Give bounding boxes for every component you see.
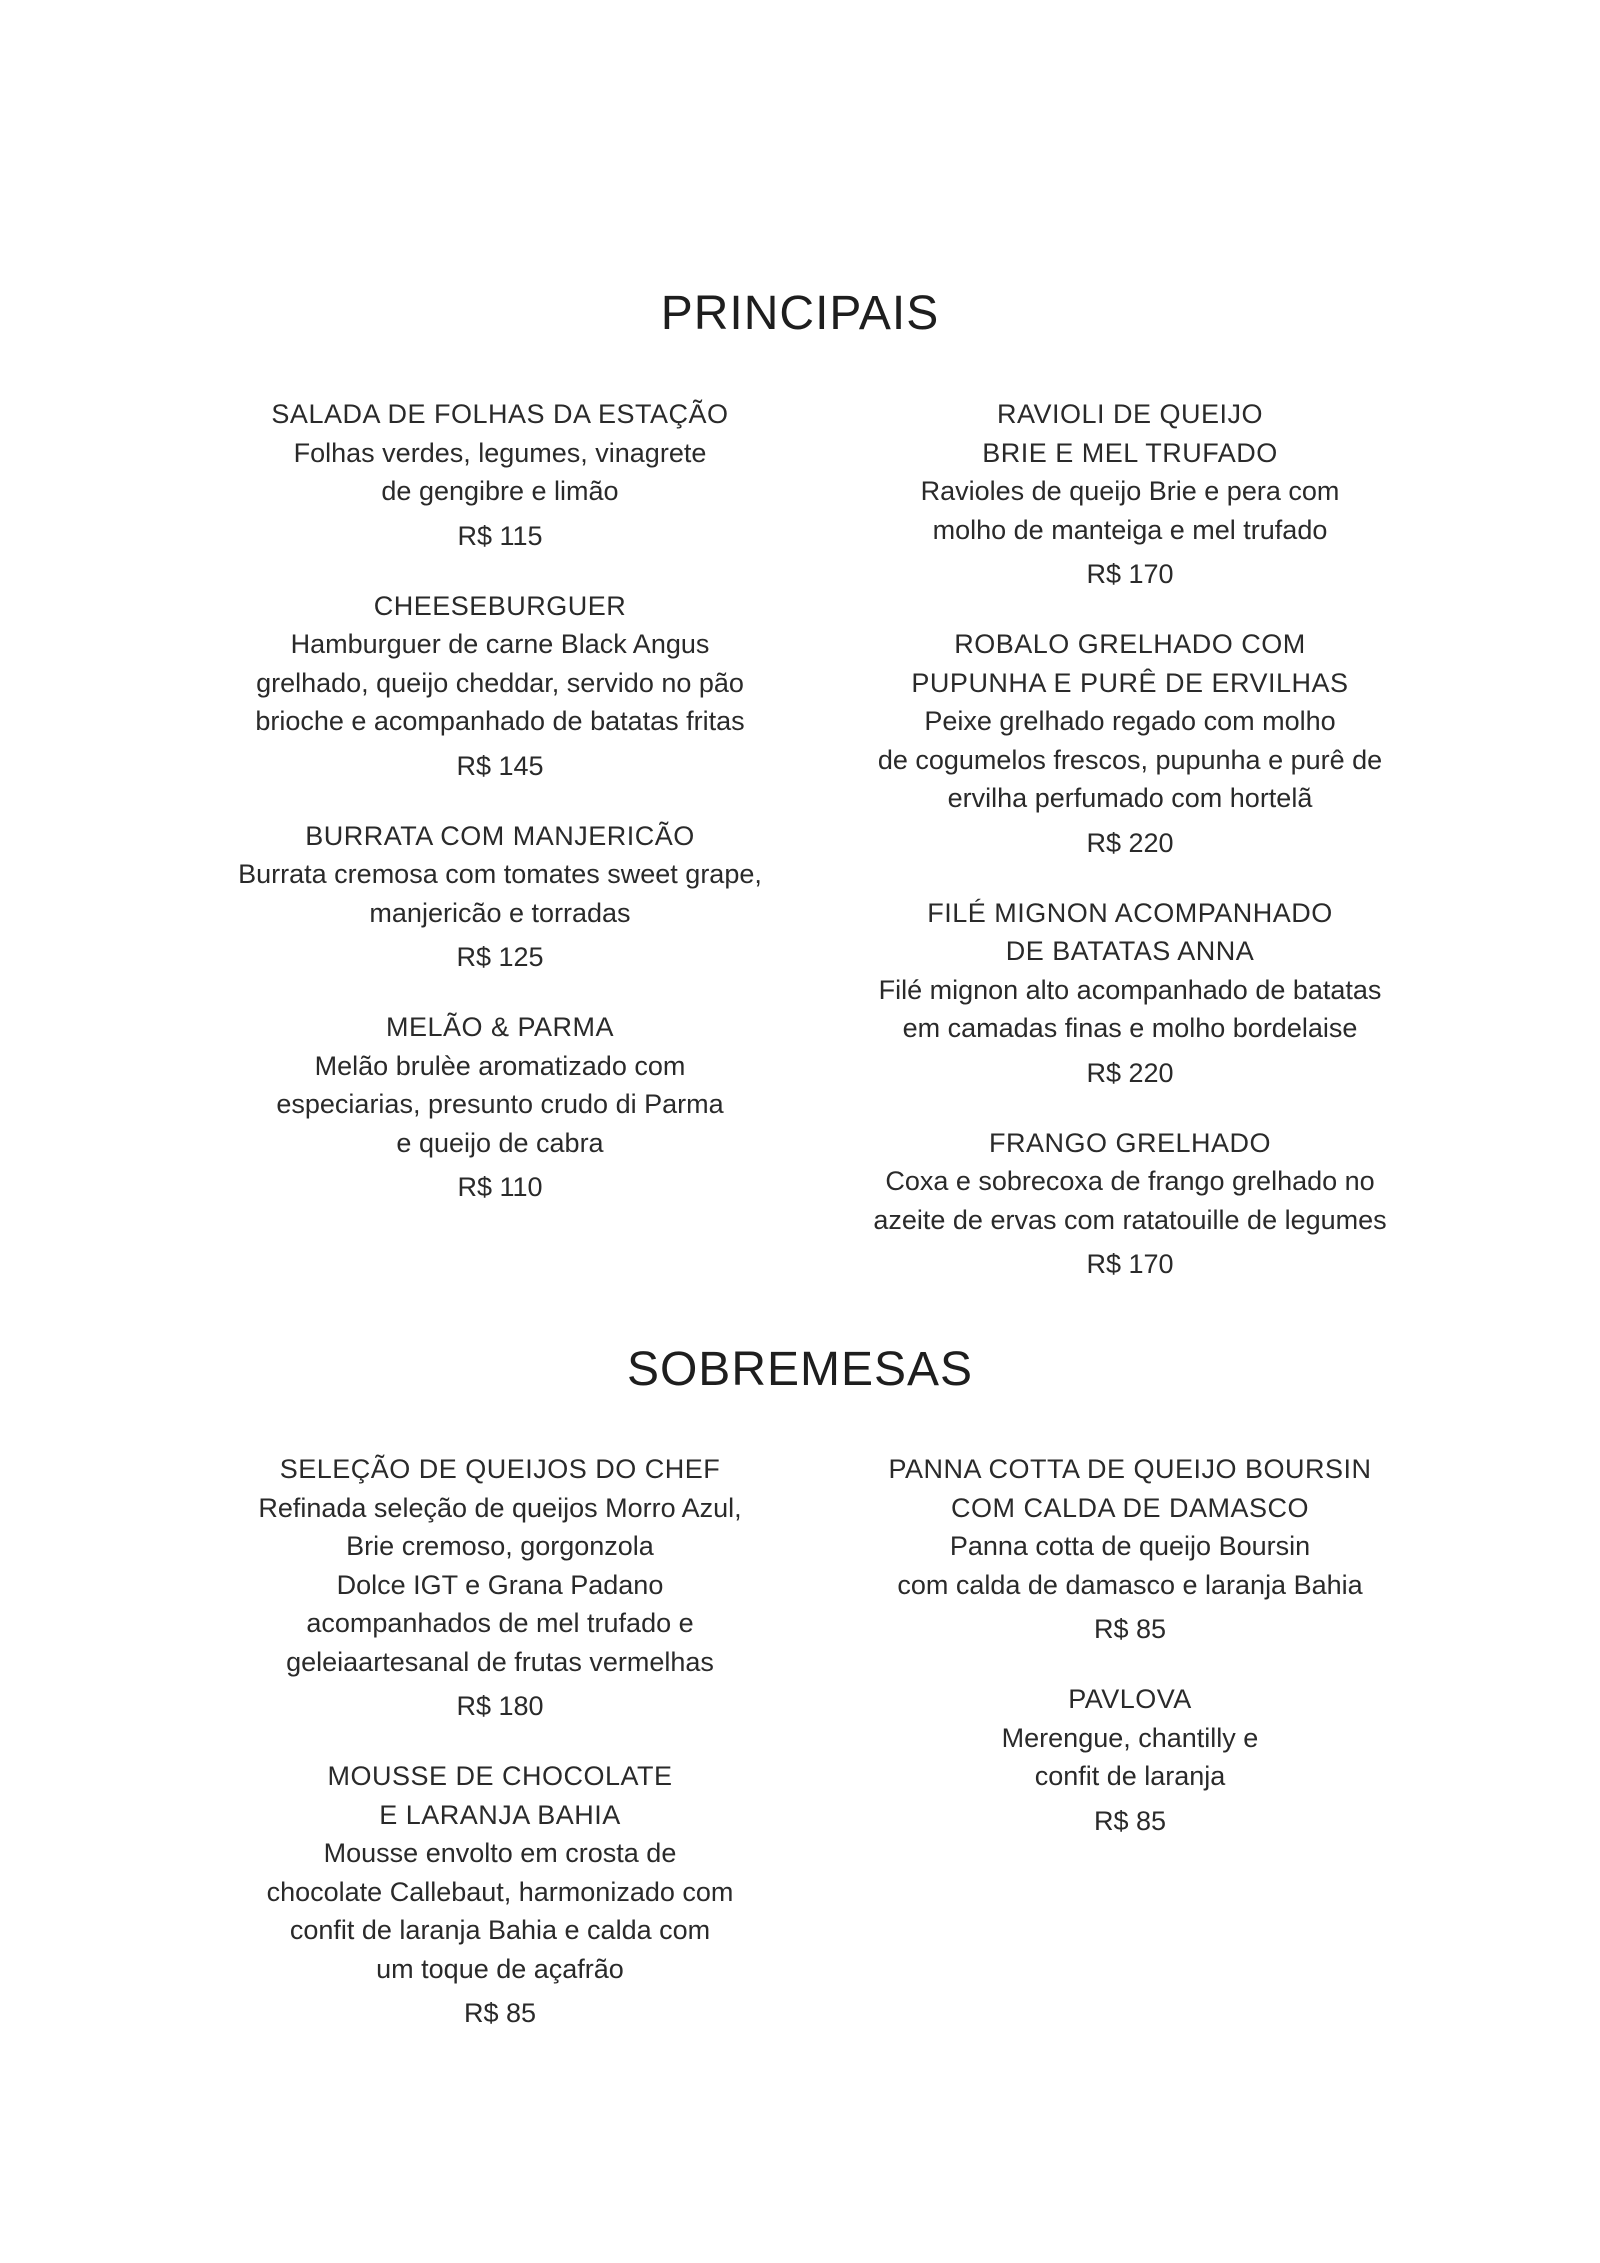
menu-item-name <box>830 894 1430 971</box>
menu-item <box>200 1757 800 2032</box>
menu-item-description-line: Brie cremoso, gorgonzola <box>346 1531 654 1561</box>
menu-item-description-line: Burrata cremosa com tomates sweet grape, <box>238 859 762 889</box>
menu-item-description-line: acompanhados de mel trufado e <box>306 1608 694 1638</box>
menu-item <box>200 1450 800 1725</box>
menu-item <box>830 625 1430 862</box>
menu-item-name-line: PANNA COTTA DE QUEIJO BOURSIN <box>888 1454 1372 1484</box>
menu-item-price: R$ 220 <box>1086 1057 1174 1088</box>
menu-item-description <box>830 702 1430 818</box>
menu-item-price: R$ 85 <box>463 1998 537 2028</box>
menu-item-description <box>830 971 1430 1048</box>
menu-item-price: R$ 85 <box>1093 1805 1167 1836</box>
menu-item-price: R$ 170 <box>1086 559 1174 589</box>
menu-item-name-line: MOUSSE DE CHOCOLATE <box>327 1761 673 1791</box>
menu-item-description <box>200 1047 800 1163</box>
menu-item-description-line: Refinada seleção de queijos Morro Azul, <box>258 1492 742 1523</box>
menu-item-description-line: Merengue, chantilly e <box>1001 1722 1259 1753</box>
menu-item <box>830 894 1430 1092</box>
menu-item-description <box>200 1834 800 1988</box>
menu-item <box>200 587 800 785</box>
menu-item-name <box>200 1757 800 1834</box>
menu-item-name-line: RAVIOLI DE QUEIJO <box>996 399 1264 429</box>
menu-item-description <box>200 1489 800 1682</box>
menu-item-description-line: Filé mignon alto acompanhado de batatas <box>878 974 1382 1005</box>
menu-item-description-line: e queijo de cabra <box>396 1127 604 1158</box>
menu-item-description-line: de gengibre e limão <box>381 476 619 506</box>
menu-item-name-line: PUPUNHA E PURÊ DE ERVILHAS <box>911 667 1349 698</box>
menu-item-price: R$ 110 <box>457 1172 543 1202</box>
menu-item-price: R$ 115 <box>457 520 543 551</box>
menu-item-description-line: Melão brulèe aromatizado com <box>314 1050 686 1081</box>
menu-item-description-line: grelhado, queijo cheddar, servido no pão <box>256 667 744 698</box>
menu-item <box>830 1450 1430 1648</box>
menu-item-name <box>200 817 800 856</box>
menu-item-name-line: SALADA DE FOLHAS DA ESTAÇÃO <box>271 399 729 429</box>
menu-item-name-line: COM CALDA DE DAMASCO <box>950 1492 1310 1523</box>
menu-item-description-line: confit de laranja Bahia e calda com <box>289 1915 711 1945</box>
menu-item-description <box>200 855 800 932</box>
menu-item-name <box>830 1680 1430 1719</box>
menu-item-name <box>200 1008 800 1047</box>
menu-item-name-line: MELÃO & PARMA <box>385 1012 615 1042</box>
menu-item <box>200 395 800 555</box>
menu-item-description-line: um toque de açafrão <box>376 1953 624 1984</box>
menu-item-description <box>830 472 1430 549</box>
menu-item-description-line: chocolate Callebaut, harmonizado com <box>266 1876 734 1907</box>
menu-item-description <box>830 1527 1430 1604</box>
menu-item-description-line: azeite de ervas com ratatouille de legumes <box>873 1204 1387 1235</box>
menu-item-price: R$ 180 <box>456 1691 544 1721</box>
menu-item-description-line: em camadas finas e molho bordelaise <box>902 1013 1358 1043</box>
menu-item-price: R$ 125 <box>456 942 544 972</box>
menu-item-description-line: molho de manteiga e mel trufado <box>932 514 1328 545</box>
menu-item-price: R$ 85 <box>1093 1614 1167 1644</box>
menu-item-price: R$ 220 <box>1086 827 1174 858</box>
menu-item-name-line: FRANGO GRELHADO <box>988 1127 1272 1158</box>
menu-item-description-line: especiarias, presunto crudo di Parma <box>276 1089 724 1119</box>
menu-item-description-line: Coxa e sobrecoxa de frango grelhado no <box>885 1166 1375 1196</box>
section-title-sobremesas: SOBREMESAS <box>626 1343 974 1396</box>
menu-item-description-line: Dolce IGT e Grana Padano <box>336 1569 664 1600</box>
sobremesas-right-column <box>830 1450 1430 1872</box>
menu-item-name-line: FILÉ MIGNON ACOMPANHADO <box>927 897 1333 928</box>
menu-item-description-line: manjericão e torradas <box>369 897 631 928</box>
menu-item-price: R$ 170 <box>1086 1249 1174 1279</box>
menu-item-name <box>830 1124 1430 1163</box>
menu-item-name-line: BURRATA COM MANJERICÃO <box>305 820 695 851</box>
menu-item-name-line: SELEÇÃO DE QUEIJOS DO CHEF <box>279 1454 721 1484</box>
menu-item <box>200 817 800 977</box>
menu-item-name <box>830 1450 1430 1527</box>
principais-left-column <box>200 395 800 1238</box>
menu-item-description <box>830 1719 1430 1796</box>
menu-item <box>830 1680 1430 1840</box>
menu-item-name <box>830 395 1430 472</box>
menu-item-description-line: Peixe grelhado regado com molho <box>924 706 1336 736</box>
menu-item-name-line: CHEESEBURGUER <box>373 590 627 621</box>
menu-item-description-line: Panna cotta de queijo Boursin <box>949 1531 1311 1561</box>
menu-item-name <box>830 625 1430 702</box>
section-title-principais: PRINCIPAIS <box>660 287 940 340</box>
menu-item-description-line: Folhas verdes, legumes, vinagrete <box>293 437 707 468</box>
menu-item-description-line: brioche e acompanhado de batatas fritas <box>255 706 745 736</box>
menu-item-description <box>200 434 800 511</box>
sobremesas-left-column <box>200 1450 800 2064</box>
menu-item-description-line: ervilha perfumado com hortelã <box>947 783 1313 813</box>
menu-item-name-line: DE BATATAS ANNA <box>1005 936 1255 966</box>
menu-item-description-line: Hamburguer de carne Black Angus <box>290 629 710 659</box>
menu-item-description-line: confit de laranja <box>1034 1761 1226 1791</box>
menu-item-name <box>200 395 800 434</box>
menu-item-description-line: geleiaartesanal de frutas vermelhas <box>286 1646 714 1677</box>
menu-item <box>830 395 1430 593</box>
menu-item <box>830 1124 1430 1284</box>
menu-item-name <box>200 587 800 626</box>
menu-item <box>200 1008 800 1206</box>
menu-item-description <box>830 1162 1430 1239</box>
menu-item-description-line: Mousse envolto em crosta de <box>323 1838 677 1868</box>
principais-right-column <box>830 395 1430 1315</box>
menu-item-description <box>200 625 800 741</box>
menu-item-description-line: Ravioles de queijo Brie e pera com <box>920 476 1340 506</box>
menu-item-description-line: com calda de damasco e laranja Bahia <box>897 1569 1363 1600</box>
menu-item-description-line: de cogumelos frescos, pupunha e purê de <box>877 744 1383 775</box>
menu-item-name-line: BRIE E MEL TRUFADO <box>982 437 1278 468</box>
menu-item-name <box>200 1450 800 1489</box>
menu-item-price: R$ 145 <box>456 750 544 781</box>
menu-item-name-line: ROBALO GRELHADO COM <box>954 629 1306 659</box>
menu-item-name-line: E LARANJA BAHIA <box>379 1799 621 1830</box>
menu-item-name-line: PAVLOVA <box>1068 1684 1192 1714</box>
